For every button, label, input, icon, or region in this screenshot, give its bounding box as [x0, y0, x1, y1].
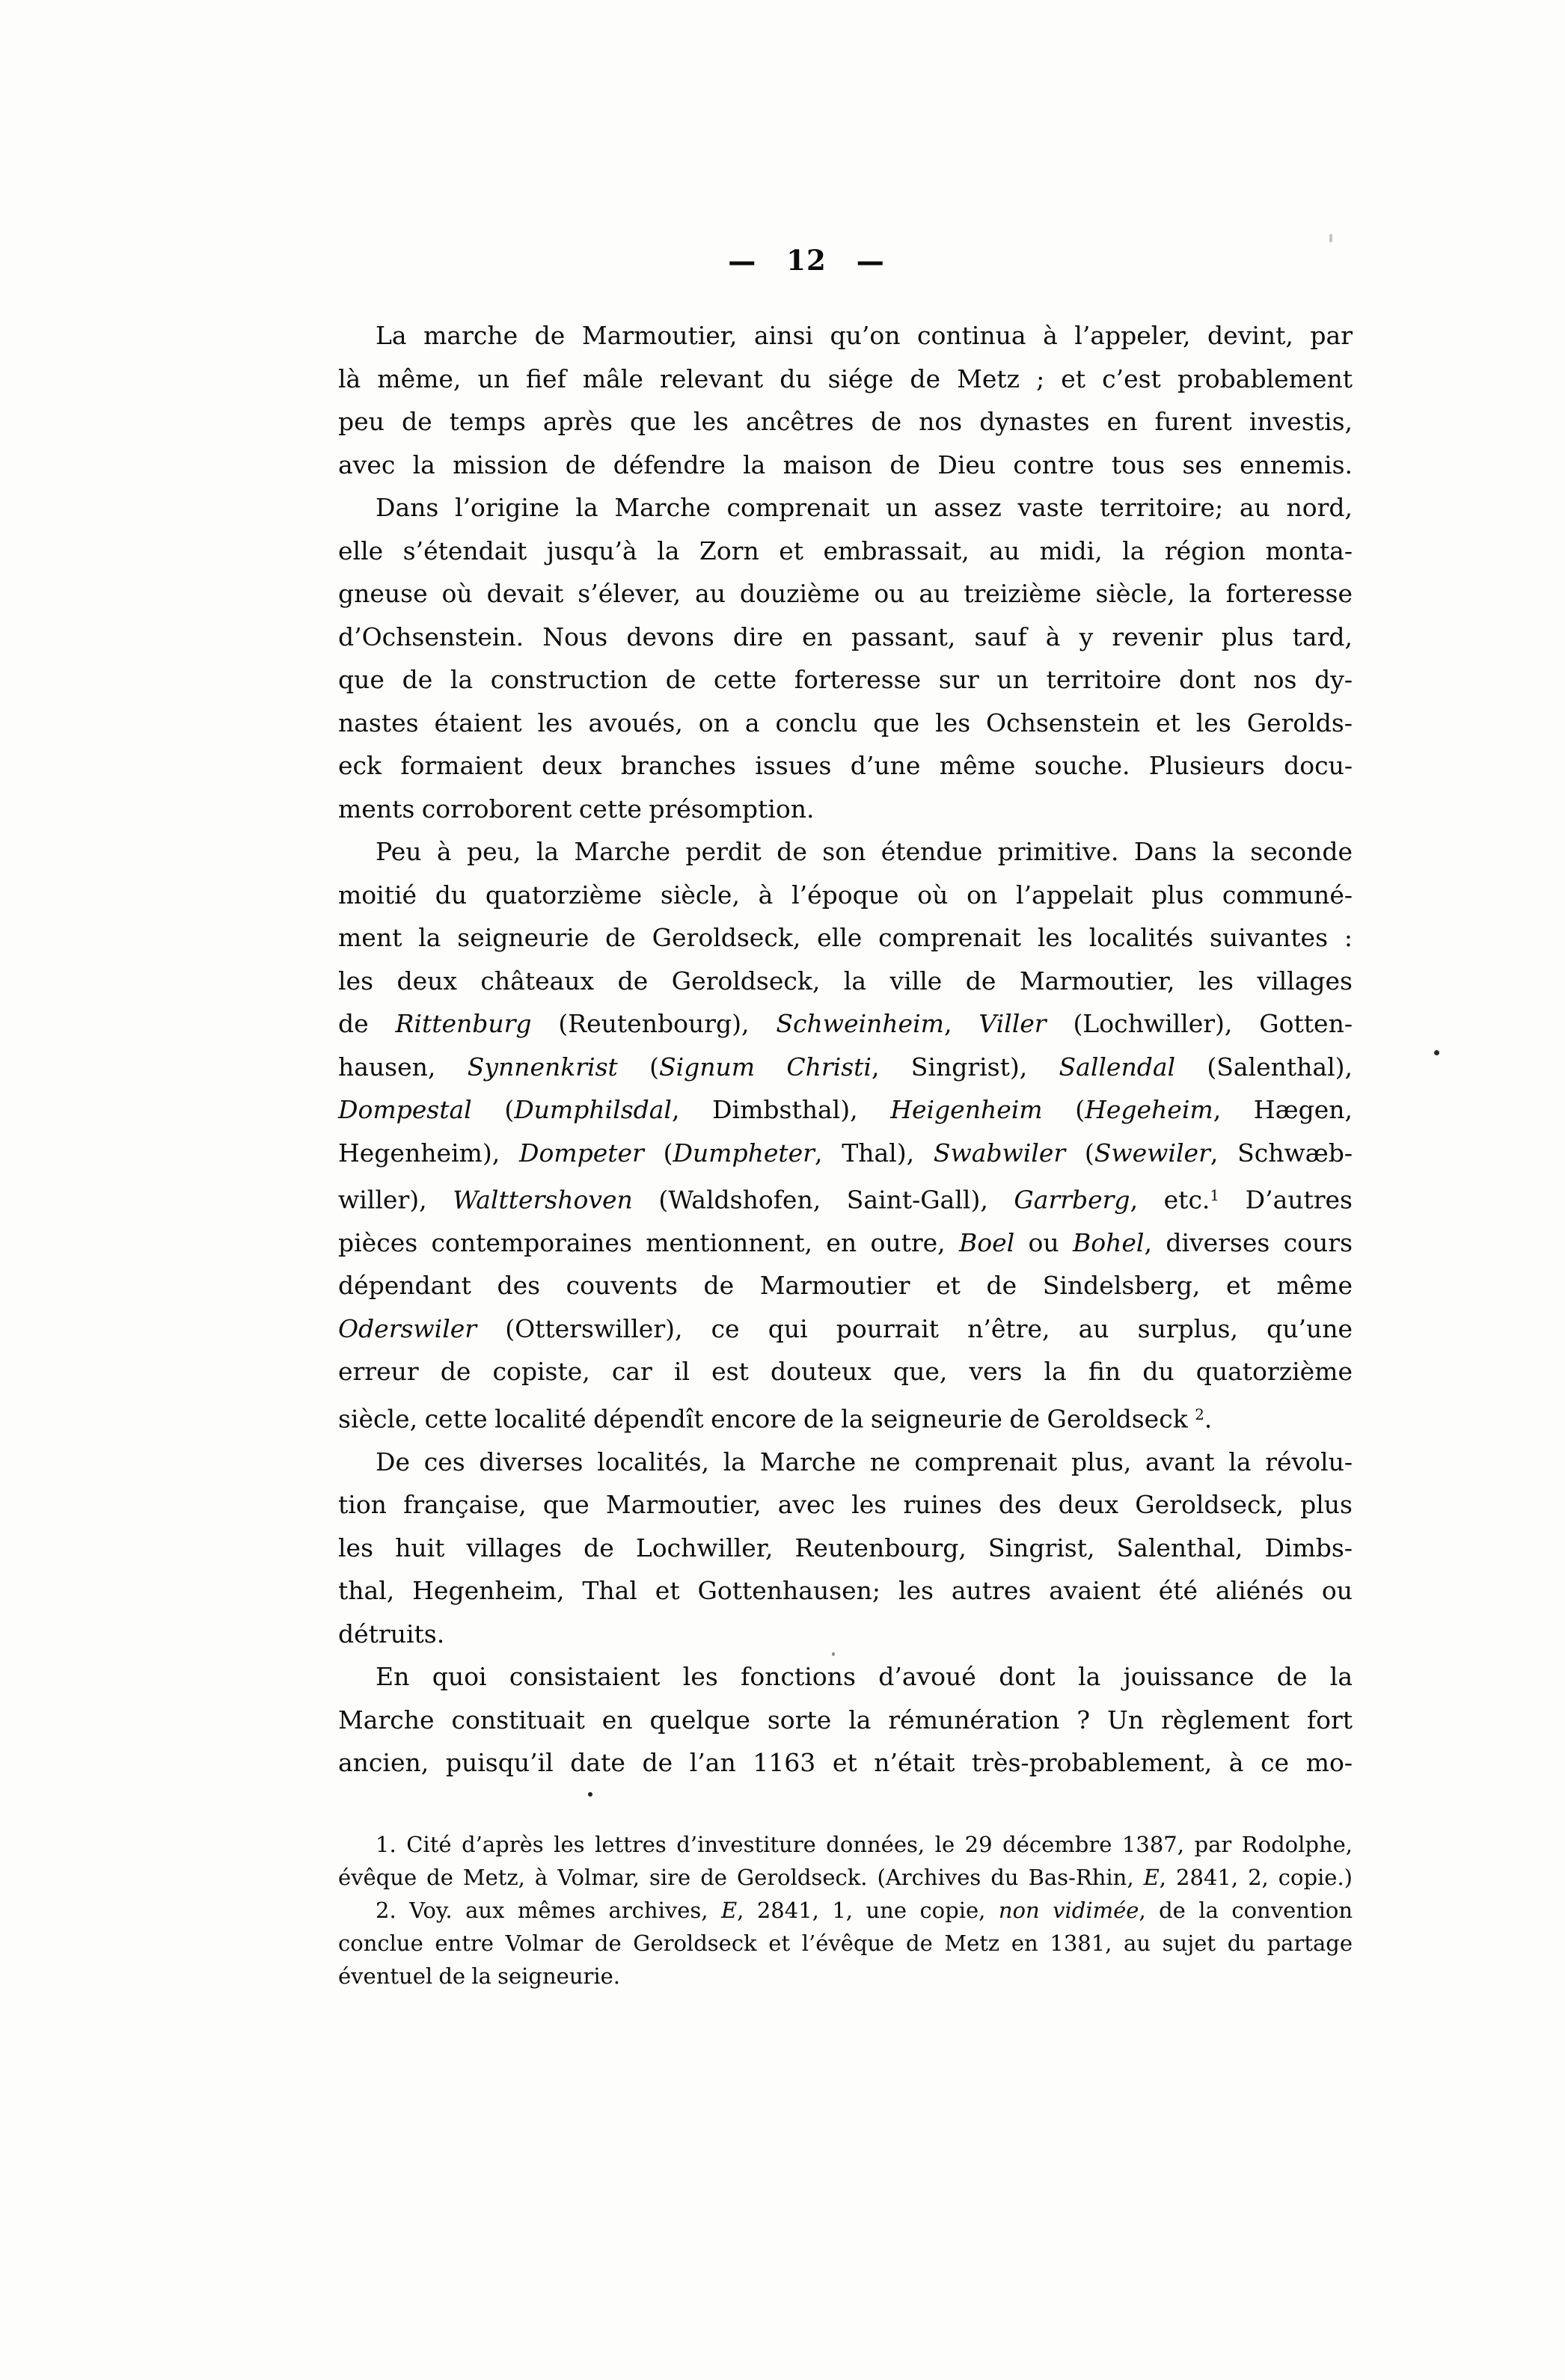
- scan-speck: [1434, 1050, 1439, 1055]
- text-segment: Peu à peu, la Marche perdit de son étendue primitive. Dans la seconde: [376, 837, 1353, 866]
- text-line: [338, 1174, 1353, 1221]
- text-segment: (: [471, 1095, 515, 1124]
- text-segment: évêque de Metz, à Volmar, sire de Geroldseck. (Archives du Bas-Rhin,: [338, 1865, 1144, 1890]
- scan-speck: [832, 1652, 835, 1656]
- text-segment: Swewiler: [1094, 1138, 1210, 1168]
- text-segment: Bohel: [1073, 1227, 1145, 1257]
- text-line: [338, 486, 1353, 530]
- text-line: [338, 1088, 1353, 1132]
- text-segment: , Dimbsthal),: [671, 1095, 891, 1124]
- text-line: [338, 1393, 1353, 1441]
- text-segment: Heigenheim: [890, 1095, 1043, 1124]
- text-segment: De ces diverses localités, la Marche ne comprenait plus, avant la révolu-: [376, 1447, 1353, 1476]
- text-line: [338, 358, 1353, 401]
- text-line: [338, 400, 1353, 444]
- paragraph: [338, 486, 1353, 830]
- text-line: [338, 1927, 1353, 1960]
- text-line: [338, 1527, 1353, 1570]
- text-segment: (: [1042, 1095, 1085, 1124]
- text-segment: , etc.: [1130, 1185, 1210, 1215]
- text-segment: Dumpheter: [673, 1138, 815, 1168]
- text-segment: Dans l’origine la Marche comprenait un assez vaste territoire; au nord,: [376, 493, 1353, 522]
- text-line: [338, 1960, 1353, 1993]
- text-segment: , Schwæb-: [1210, 1138, 1353, 1168]
- paragraph: [338, 1894, 1353, 1993]
- text-line: [338, 530, 1353, 573]
- text-segment: , 2841, 2, copie.): [1159, 1865, 1353, 1890]
- text-segment: détruits.: [338, 1619, 445, 1648]
- text-line: [338, 1002, 1353, 1046]
- text-segment: Walttershoven: [453, 1185, 633, 1215]
- text-line: [338, 658, 1353, 702]
- text-segment: , diverses cours: [1144, 1227, 1353, 1257]
- text-segment: peu de temps après que les ancêtres de nos dynastes en furent investis,: [338, 407, 1353, 436]
- body-text: [338, 314, 1353, 1785]
- text-line: [338, 314, 1353, 358]
- text-segment: Schweinheim: [776, 1009, 944, 1038]
- text-segment: (Lochwiller), Gotten-: [1046, 1009, 1353, 1038]
- text-segment: pièces contemporaines mentionnent, en outre,: [338, 1227, 960, 1257]
- paragraph: [338, 1655, 1353, 1785]
- text-segment: éventuel de la seigneurie.: [338, 1963, 621, 1989]
- text-segment: que de la construction de cette forteresse sur un territoire dont nos dy-: [338, 665, 1353, 694]
- text-segment: Synnenkrist: [467, 1052, 618, 1082]
- text-segment: En quoi consistaient les fonctions d’avoué dont la jouissance de la: [376, 1662, 1353, 1692]
- text-segment: avec la mission de défendre la maison de Dieu contre tous ses ennemis.: [338, 450, 1353, 479]
- text-segment: les deux châteaux de Geroldseck, la ville de Marmoutier, les villages: [338, 966, 1353, 996]
- text-line: [338, 960, 1353, 1003]
- text-segment: elle s’étendait jusqu’à la Zorn et embrassait, au midi, la région monta-: [338, 536, 1353, 565]
- text-segment: ancien, puisqu’il date de l’an 1163 et n’était très-probablement, à ce mo-: [338, 1748, 1353, 1778]
- text-line: [338, 572, 1353, 616]
- scan-speck: [588, 1792, 592, 1797]
- paragraph: [338, 830, 1353, 1441]
- text-segment: Dumphilsdal: [514, 1095, 672, 1124]
- text-segment: , Singrist),: [871, 1052, 1059, 1082]
- text-segment: (Waldshofen, Saint-Gall),: [632, 1185, 1014, 1215]
- page-header: [338, 241, 1275, 280]
- text-segment: Garrberg: [1014, 1185, 1130, 1215]
- text-segment: Hegeheim: [1085, 1095, 1213, 1124]
- text-line: [338, 444, 1353, 487]
- text-line: [338, 1569, 1353, 1613]
- text-line: [338, 1221, 1353, 1265]
- text-segment: willer),: [338, 1185, 453, 1215]
- text-line: [338, 1483, 1353, 1527]
- text-segment: (Salenthal),: [1175, 1052, 1353, 1082]
- text-line: [338, 702, 1353, 745]
- text-segment: .: [1204, 1404, 1213, 1434]
- text-line: [338, 1264, 1353, 1307]
- text-segment: 1. Cité d’après les lettres d’investiture données, le 29 décembre 1387, par Rodolphe,: [376, 1832, 1353, 1857]
- text-line: [338, 1655, 1353, 1699]
- text-segment: E: [1143, 1865, 1160, 1890]
- text-segment: Marche constituait en quelque sorte la rémunération ? Un règlement fort: [338, 1705, 1353, 1735]
- text-segment: ment la seigneurie de Geroldseck, elle comprenait les localités suivantes :: [338, 923, 1353, 952]
- text-segment: dépendant des couvents de Marmoutier et de Sindelsberg, et même: [338, 1271, 1353, 1301]
- text-line: [338, 1828, 1353, 1861]
- text-segment: Dompeter: [518, 1138, 644, 1168]
- text-segment: La marche de Marmoutier, ainsi qu’on continua à l’appeler, devint, par: [376, 321, 1353, 350]
- text-segment: moitié du quatorzième siècle, à l’époque où on l’appelait plus communé-: [338, 880, 1353, 910]
- text-line: [338, 1132, 1353, 1175]
- text-line: [338, 1350, 1353, 1393]
- text-line: [338, 830, 1353, 874]
- text-line: [338, 1307, 1353, 1351]
- text-segment: (: [643, 1138, 673, 1168]
- text-line: [338, 1613, 1353, 1656]
- text-line: [338, 1046, 1353, 1089]
- text-segment: hausen,: [338, 1052, 468, 1082]
- text-line: [338, 788, 1353, 831]
- text-segment: D’autres: [1219, 1185, 1353, 1215]
- page-number: 12: [786, 244, 827, 277]
- text-segment: Dompestal: [338, 1095, 472, 1124]
- text-segment: Hegenheim),: [338, 1138, 519, 1168]
- text-segment: E: [721, 1898, 738, 1923]
- text-segment: Rittenburg: [395, 1009, 532, 1038]
- header-dash-right: —: [856, 241, 885, 280]
- paragraph: [338, 1441, 1353, 1656]
- text-segment: , Thal),: [814, 1138, 934, 1168]
- text-segment: , de la convention: [1139, 1898, 1353, 1923]
- text-segment: ou: [1014, 1227, 1074, 1257]
- text-segment: gneuse où devait s’élever, au douzième ou au treizième siècle, la forteresse: [338, 579, 1353, 608]
- text-segment: Viller: [978, 1009, 1047, 1038]
- text-line: [338, 744, 1353, 788]
- text-segment: Oderswiler: [338, 1313, 477, 1343]
- footnote-reference: 1: [1210, 1187, 1220, 1204]
- text-segment: erreur de copiste, car il est douteux que, vers la fin du quatorzième: [338, 1357, 1353, 1387]
- text-segment: Sallendal: [1059, 1052, 1176, 1082]
- text-segment: (: [1065, 1138, 1094, 1168]
- text-segment: Boel: [959, 1227, 1015, 1257]
- text-line: [338, 1441, 1353, 1484]
- text-segment: Swabwiler: [933, 1138, 1066, 1168]
- text-segment: conclue entre Volmar de Geroldseck et l’évêque de Metz en 1381, au sujet du partage: [338, 1930, 1353, 1956]
- text-segment: thal, Hegenheim, Thal et Gottenhausen; les autres avaient été aliénés ou: [338, 1576, 1353, 1606]
- text-segment: 2. Voy. aux mêmes archives,: [376, 1898, 721, 1923]
- text-segment: eck formaient deux branches issues d’une même souche. Plusieurs docu-: [338, 751, 1353, 780]
- text-segment: ,: [943, 1009, 979, 1038]
- text-segment: non vidimée: [998, 1898, 1139, 1923]
- text-segment: siècle, cette localité dépendît encore de la seigneurie de Geroldseck: [338, 1404, 1195, 1434]
- text-segment: de: [338, 1009, 396, 1038]
- text-line: [338, 874, 1353, 917]
- paragraph: [338, 314, 1353, 486]
- text-segment: d’Ochsenstein. Nous devons dire en passant, sauf à y revenir plus tard,: [338, 622, 1353, 651]
- text-segment: (Otterswiller), ce qui pourrait n’être, au surplus, qu’une: [477, 1313, 1353, 1343]
- text-segment: les huit villages de Lochwiller, Reutenbourg, Singrist, Salenthal, Dimbs-: [338, 1533, 1353, 1562]
- header-dash-left: —: [728, 241, 757, 280]
- text-segment: (: [617, 1052, 659, 1082]
- text-segment: Signum Christi: [658, 1052, 872, 1082]
- text-line: [338, 1861, 1353, 1894]
- text-line: [338, 1894, 1353, 1927]
- text-line: [338, 1741, 1353, 1785]
- footnote-reference: 2: [1195, 1405, 1204, 1423]
- text-segment: tion française, que Marmoutier, avec les ruines des deux Geroldseck, plus: [338, 1490, 1353, 1520]
- text-segment: là même, un fief mâle relevant du siége de Metz ; et c’est probablement: [338, 364, 1353, 393]
- footnotes: [338, 1828, 1353, 1993]
- text-line: [338, 616, 1353, 659]
- paragraph: [338, 1828, 1353, 1894]
- text-line: [338, 916, 1353, 960]
- text-line: [338, 1699, 1353, 1742]
- text-segment: nastes étaient les avoués, on a conclu que les Ochsenstein et les Gerolds-: [338, 708, 1353, 737]
- text-segment: ments corroborent cette présomption.: [338, 794, 815, 824]
- text-segment: , 2841, 1, une copie,: [737, 1898, 999, 1923]
- text-segment: (Reutenbourg),: [531, 1009, 777, 1038]
- scan-speck: [1329, 234, 1332, 242]
- text-segment: , Hægen,: [1213, 1095, 1353, 1124]
